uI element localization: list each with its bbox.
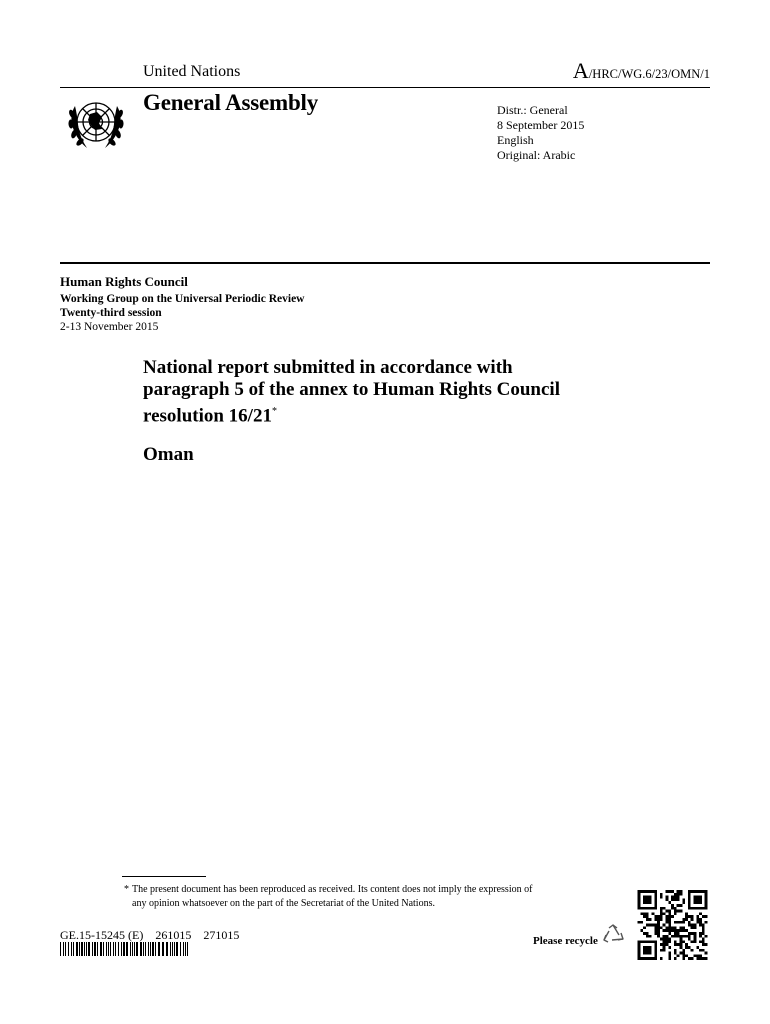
section-rule [60, 262, 710, 264]
recycle-label: Please recycle [533, 935, 598, 947]
footnote [124, 883, 632, 911]
country-name: Oman [143, 444, 194, 465]
symbol-rest: /HRC/WG.6/23/OMN/1 [588, 67, 710, 81]
report-title-line: resolution 16/21 [143, 405, 272, 427]
footnote-asterisk: * [124, 884, 129, 895]
report-title-line: National report submitted in accordance with [143, 357, 513, 378]
qr-code-icon [636, 890, 709, 960]
footnote-line: The present document has been reproduced as received. Its content does not imply the expression of [132, 884, 533, 895]
job-number-line [60, 928, 251, 943]
date-code: 261015 [155, 928, 192, 942]
job-number: GE.15-15245 (E) [60, 928, 144, 942]
org-name: United Nations [143, 63, 241, 80]
distr-line: English [497, 133, 534, 147]
distr-line: Original: Arabic [497, 148, 576, 162]
un-emblem-icon [64, 92, 128, 156]
footnote-rule [122, 876, 206, 877]
footnote-line: any opinion whatsoever on the part of the Secretariat of the United Nations. [132, 898, 435, 909]
report-title [143, 357, 643, 427]
report-title-line-last [143, 401, 643, 427]
organ-title: General Assembly [143, 90, 319, 115]
distr-line: 8 September 2015 [497, 118, 585, 132]
session-dates: 2-13 November 2015 [60, 321, 159, 333]
barcode-icon [60, 942, 190, 956]
footnote-mark: * [271, 406, 277, 417]
working-group: Working Group on the Universal Periodic Review [60, 293, 305, 305]
header-rule [60, 87, 710, 88]
distr-line: Distr.: General [497, 103, 568, 117]
document-symbol [573, 58, 710, 84]
session-name: Twenty-third session [60, 307, 162, 319]
distribution-block [497, 103, 584, 163]
recycle-icon [600, 924, 626, 948]
council-name: Human Rights Council [60, 274, 188, 289]
report-title-line: paragraph 5 of the annex to Human Rights Council [143, 379, 560, 400]
date-code: 271015 [203, 928, 240, 942]
symbol-prefix: A [572, 58, 589, 83]
